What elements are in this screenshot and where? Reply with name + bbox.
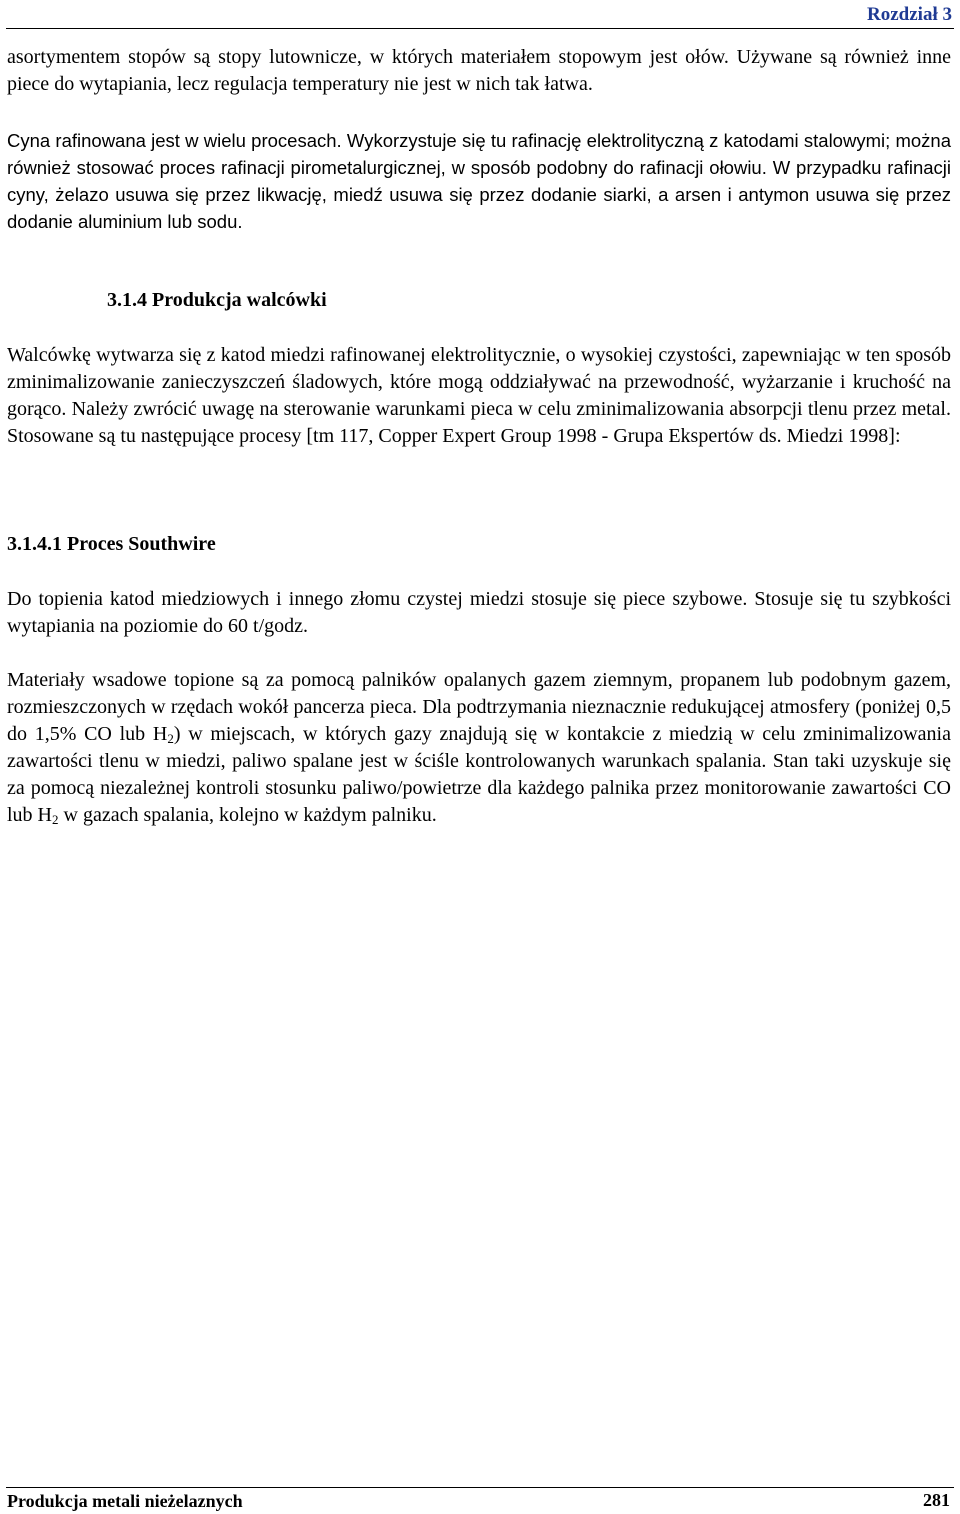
header-divider xyxy=(6,28,954,29)
paragraph-shaft-furnaces: Do topienia katod miedziowych i innego złomu czystej miedzi stosuje się piece szybowe. Stosuje się tu szybkości wytapiania na poziomie do 60 t/godz. xyxy=(7,588,951,637)
section-title: Produkcja walcówki xyxy=(152,289,327,311)
paragraph-text: Materiały wsadowe topione są za pomocą palników opalanych gazem ziemnym, propanem lub podobnym gazem, rozmieszczonych w rzędach wokół pancerza pieca. Dla podtrzymania nieznacznie redukującej atmosfery (poniżej 0,5 do 1,5% CO lub H xyxy=(7,669,951,745)
paragraph-text: ) w miejscach, w których gazy znajdują się w kontakcie z miedzią w celu zminimalizowania zawartości tlenu w miedzi, paliwo spalane jest w ściśle kontrolowanych warunkach spalania. Stan taki uzyskuje się za pomocą niezależnej kontroli stosunku paliwo/powietrze dla każdego palnika przez monitorowanie zawartości CO lub H xyxy=(7,723,951,826)
paragraph-burners xyxy=(7,667,951,829)
paragraph-tin-refining: Cyna rafinowana jest w wielu procesach. Wykorzystuje się tu rafinację elektrolityczną z katodami stalowymi; można również stosować proces rafinacji pirometalurgicznej, w sposób podobny do rafinacji ołowiu. W przypadku rafinacji cyny, żelazo usuwa się przez likwację, miedź usuwa się przez dodanie siarki, a arsen i antymon usuwa się przez dodanie aluminium lub sodu. xyxy=(7,130,951,232)
footer-divider xyxy=(6,1487,954,1488)
subsection-number: 3.1.4.1 xyxy=(7,533,62,555)
section-heading-3-1-4 xyxy=(107,289,327,312)
section-heading-3-1-4-1 xyxy=(7,533,216,556)
page-number: 281 xyxy=(923,1490,950,1510)
subscript: 2 xyxy=(52,812,59,827)
paragraph-soldering-alloys: asortymentem stopów są stopy lutownicze, w których materiałem stopowym jest ołów. Używane są również inne piece do wytapiania, lecz regulacja temperatury nie jest w nich tak łatwa. xyxy=(7,46,951,95)
subscript: 2 xyxy=(167,731,174,746)
paragraph-rod-production: Walcówkę wytwarza się z katod miedzi rafinowanej elektrolitycznie, o wysokiej czystości, zapewniając w ten sposób zminimalizowanie zanieczyszczeń śladowych, które mogą oddziaływać na przewodność, wyżarzanie i kruchość na gorąco. Należy zwrócić uwagę na sterowanie warunkami pieca w celu zminimalizowania absorpcji tlenu przez metal. Stosowane są tu następujące procesy [tm 117, Copper Expert Group 1998 - Grupa Ekspertów ds. Miedzi 1998]: xyxy=(7,344,951,447)
chapter-header: Rozdział 3 xyxy=(867,4,952,25)
section-number: 3.1.4 xyxy=(107,289,147,311)
paragraph-text: w gazach spalania, kolejno w każdym palniku. xyxy=(58,804,437,826)
footer-title: Produkcja metali nieżelaznych xyxy=(7,1491,243,1511)
subsection-title: Proces Southwire xyxy=(67,533,216,555)
